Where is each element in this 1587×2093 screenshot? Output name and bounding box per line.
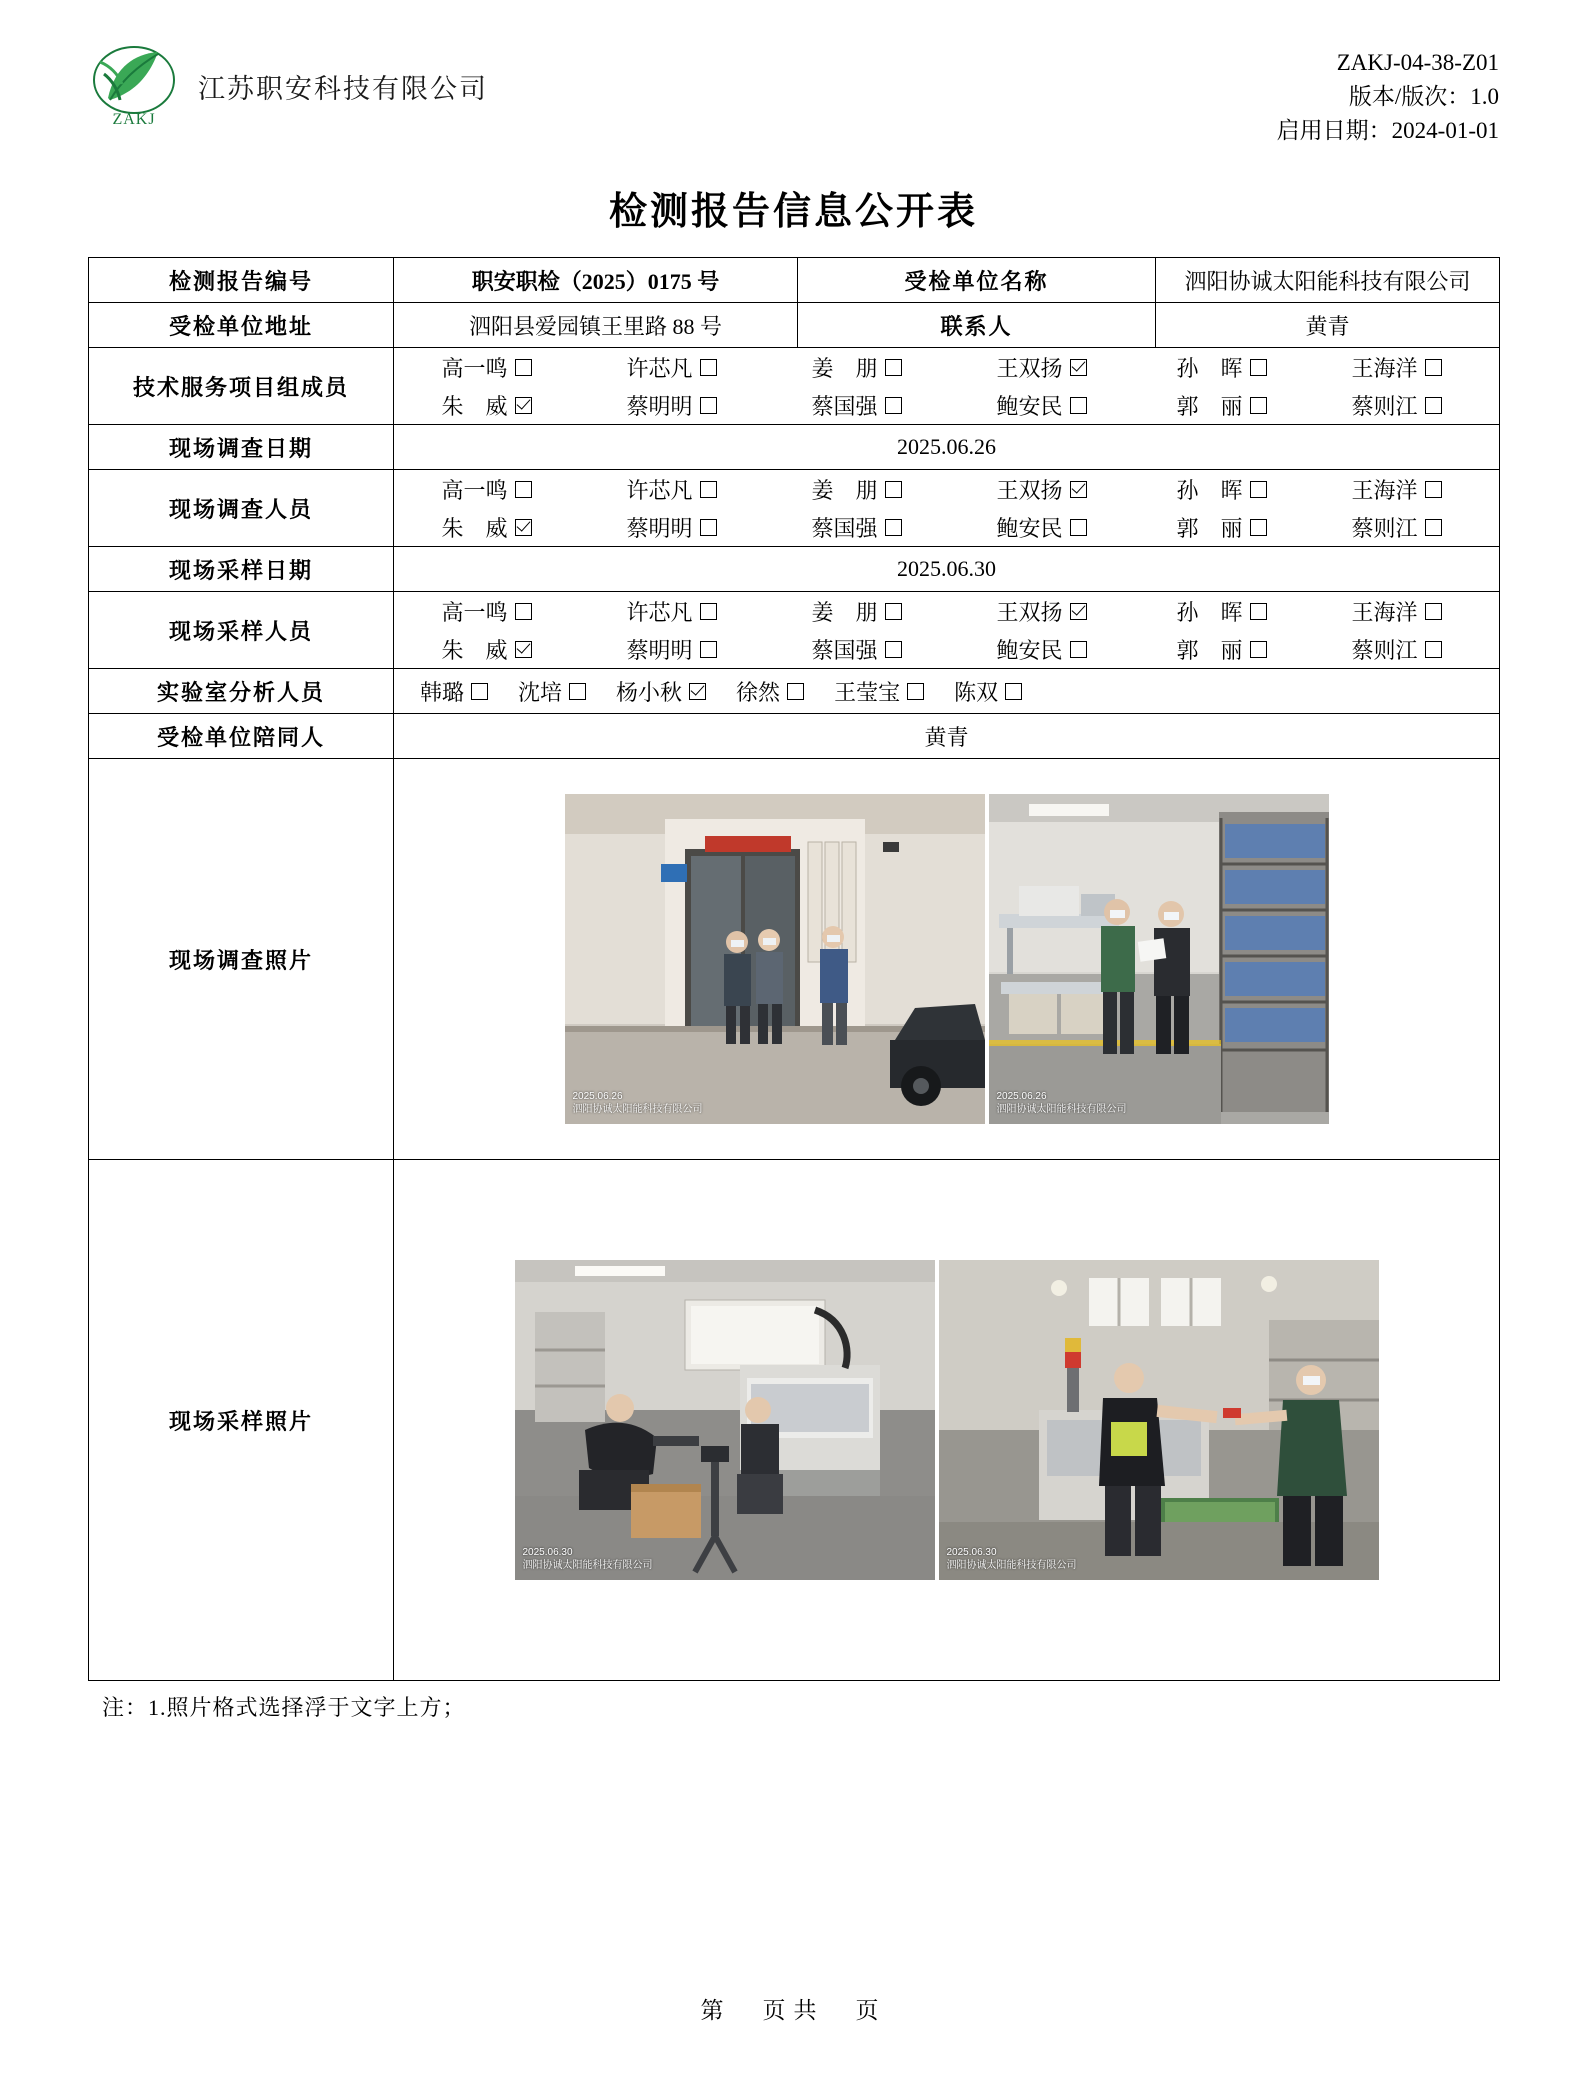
member-name: 蔡国强 bbox=[811, 515, 878, 541]
member-checkbox-item[interactable] bbox=[1134, 352, 1309, 383]
lab-analyst-item[interactable] bbox=[420, 676, 488, 707]
survey-date-value: 2025.06.26 bbox=[394, 425, 1500, 470]
contact-value: 黄青 bbox=[1156, 303, 1500, 348]
logo-text: ZAKJ bbox=[112, 111, 156, 128]
member-row bbox=[394, 470, 1499, 508]
member-checkbox-item[interactable] bbox=[949, 596, 1134, 627]
member-checkbox-item[interactable] bbox=[949, 634, 1134, 665]
table-row bbox=[89, 258, 1500, 303]
member-checkbox-item[interactable] bbox=[394, 512, 579, 543]
member-checkbox-item[interactable] bbox=[579, 512, 764, 543]
lab-analyst-checklist[interactable] bbox=[394, 670, 1499, 712]
photo-stamp: 2025.06.26 泗阳协诚太阳能科技有限公司 bbox=[996, 1091, 1127, 1115]
member-checkbox-item[interactable] bbox=[1309, 596, 1484, 627]
member-name: 姜 朋 bbox=[811, 599, 878, 625]
lab-analyst-name: 杨小秋 bbox=[616, 679, 683, 705]
member-name: 鲍安民 bbox=[996, 515, 1063, 541]
checkbox-icon[interactable] bbox=[1425, 519, 1442, 536]
member-row bbox=[394, 592, 1499, 630]
checkbox-icon[interactable] bbox=[700, 641, 717, 658]
member-checkbox-item[interactable] bbox=[394, 390, 579, 421]
checkbox-icon[interactable] bbox=[885, 519, 902, 536]
member-checkbox-item[interactable] bbox=[579, 352, 764, 383]
lab-analyst-item[interactable] bbox=[616, 676, 706, 707]
contact-label: 联系人 bbox=[798, 303, 1156, 348]
sampling-date-label: 现场采样日期 bbox=[89, 547, 394, 592]
checkbox-icon[interactable] bbox=[787, 683, 804, 700]
page-footer: 第 页共 页 bbox=[700, 1998, 887, 2023]
member-name: 王海洋 bbox=[1351, 477, 1418, 503]
member-name: 蔡国强 bbox=[811, 637, 878, 663]
lab-analyst-item[interactable] bbox=[518, 676, 586, 707]
checkbox-icon[interactable] bbox=[907, 683, 924, 700]
lab-analyst-name: 徐然 bbox=[736, 679, 781, 705]
checkbox-icon[interactable] bbox=[1250, 519, 1267, 536]
address-label: 受检单位地址 bbox=[89, 303, 394, 348]
member-name: 蔡国强 bbox=[811, 393, 878, 419]
member-checkbox-item[interactable] bbox=[949, 512, 1134, 543]
member-name: 王海洋 bbox=[1351, 599, 1418, 625]
checkbox-icon[interactable] bbox=[700, 359, 717, 376]
member-name: 王双扬 bbox=[996, 477, 1063, 503]
lab-analyst-item[interactable] bbox=[954, 676, 1022, 707]
table-row bbox=[89, 1160, 1500, 1681]
company-name: 江苏职安科技有限公司 bbox=[198, 73, 488, 104]
member-checkbox-item[interactable] bbox=[1309, 634, 1484, 665]
checkbox-icon[interactable] bbox=[1070, 519, 1087, 536]
report-info-table bbox=[88, 257, 1500, 1681]
checkbox-icon[interactable] bbox=[515, 359, 532, 376]
checkbox-checked-icon[interactable] bbox=[515, 641, 532, 658]
checkbox-icon[interactable] bbox=[885, 481, 902, 498]
sampling-photo-label: 现场采样照片 bbox=[89, 1160, 394, 1681]
checkbox-icon[interactable] bbox=[700, 519, 717, 536]
lab-analyst-cell bbox=[394, 669, 1500, 714]
photo-stamp: 2025.06.26 泗阳协诚太阳能科技有限公司 bbox=[572, 1091, 703, 1115]
member-checkbox-item[interactable] bbox=[394, 474, 579, 505]
table-row bbox=[89, 348, 1500, 425]
survey-photo-1 bbox=[565, 794, 985, 1124]
member-checkbox-item[interactable] bbox=[1134, 634, 1309, 665]
member-checkbox-item[interactable] bbox=[1309, 512, 1484, 543]
member-checkbox-item[interactable] bbox=[394, 634, 579, 665]
team-member-checklist[interactable] bbox=[394, 348, 1500, 425]
member-name: 王双扬 bbox=[996, 599, 1063, 625]
member-checkbox-item[interactable] bbox=[1309, 352, 1484, 383]
member-row bbox=[394, 630, 1499, 668]
checkbox-icon[interactable] bbox=[700, 397, 717, 414]
checkbox-icon[interactable] bbox=[885, 603, 902, 620]
survey-person-checklist[interactable] bbox=[394, 470, 1500, 547]
member-checkbox-item[interactable] bbox=[579, 474, 764, 505]
checkbox-icon[interactable] bbox=[1250, 641, 1267, 658]
table-row bbox=[89, 303, 1500, 348]
table-row bbox=[89, 759, 1500, 1160]
checkbox-checked-icon[interactable] bbox=[689, 683, 706, 700]
checkbox-icon[interactable] bbox=[700, 603, 717, 620]
member-name: 孙 晖 bbox=[1176, 477, 1243, 503]
member-name: 许芯凡 bbox=[626, 599, 693, 625]
report-no-value: 职安职检（2025）0175 号 bbox=[394, 258, 798, 303]
member-name: 姜 朋 bbox=[811, 477, 878, 503]
survey-photo-2 bbox=[989, 794, 1329, 1124]
checkbox-icon[interactable] bbox=[1070, 641, 1087, 658]
member-name: 蔡明明 bbox=[626, 515, 693, 541]
checkbox-icon[interactable] bbox=[885, 359, 902, 376]
member-checkbox-item[interactable] bbox=[1309, 390, 1484, 421]
client-value: 泗阳协诚太阳能科技有限公司 bbox=[1156, 258, 1500, 303]
member-checkbox-item[interactable] bbox=[1134, 390, 1309, 421]
member-name: 蔡明明 bbox=[626, 393, 693, 419]
member-name: 蔡则江 bbox=[1351, 637, 1418, 663]
member-name: 高一鸣 bbox=[441, 355, 508, 381]
checkbox-icon[interactable] bbox=[1425, 397, 1442, 414]
sampling-person-checklist[interactable] bbox=[394, 592, 1500, 669]
survey-photo-cell bbox=[394, 759, 1500, 1160]
notes-text: 注：1.照片格式选择浮于文字上方； bbox=[102, 1695, 466, 1720]
member-checkbox-item[interactable] bbox=[1134, 512, 1309, 543]
checkbox-checked-icon[interactable] bbox=[1070, 603, 1087, 620]
member-name: 郭 丽 bbox=[1176, 515, 1243, 541]
member-name: 高一鸣 bbox=[441, 599, 508, 625]
member-checkbox-item[interactable] bbox=[764, 634, 949, 665]
member-checkbox-item[interactable] bbox=[579, 634, 764, 665]
table-row bbox=[89, 470, 1500, 547]
member-checkbox-item[interactable] bbox=[394, 352, 579, 383]
lab-analyst-item[interactable] bbox=[834, 676, 924, 707]
table-row bbox=[89, 714, 1500, 759]
member-checkbox-item[interactable] bbox=[579, 596, 764, 627]
checkbox-icon[interactable] bbox=[471, 683, 488, 700]
member-name: 高一鸣 bbox=[441, 477, 508, 503]
member-name: 朱 威 bbox=[441, 637, 508, 663]
member-name: 朱 威 bbox=[441, 515, 508, 541]
member-name: 蔡则江 bbox=[1351, 515, 1418, 541]
checkbox-icon[interactable] bbox=[515, 603, 532, 620]
escort-label: 受检单位陪同人 bbox=[89, 714, 394, 759]
survey-person-label: 现场调查人员 bbox=[89, 470, 394, 547]
member-name: 孙 晖 bbox=[1176, 355, 1243, 381]
member-row bbox=[394, 348, 1499, 386]
checkbox-icon[interactable] bbox=[885, 641, 902, 658]
member-checkbox-item[interactable] bbox=[764, 474, 949, 505]
photo-stamp: 2025.06.30 泗阳协诚太阳能科技有限公司 bbox=[522, 1547, 653, 1571]
member-checkbox-item[interactable] bbox=[764, 390, 949, 421]
member-name: 朱 威 bbox=[441, 393, 508, 419]
document-effective-date: 启用日期：2024-01-01 bbox=[1276, 118, 1499, 143]
member-name: 郭 丽 bbox=[1176, 393, 1243, 419]
member-name: 王海洋 bbox=[1351, 355, 1418, 381]
sampling-photo-cell bbox=[394, 1160, 1500, 1681]
document-version: 版本/版次：1.0 bbox=[1348, 84, 1499, 109]
checkbox-icon[interactable] bbox=[1250, 359, 1267, 376]
sampling-photo-2 bbox=[939, 1260, 1379, 1580]
member-checkbox-item[interactable] bbox=[579, 390, 764, 421]
checkbox-checked-icon[interactable] bbox=[1070, 359, 1087, 376]
document-header bbox=[88, 40, 1499, 148]
checkbox-checked-icon[interactable] bbox=[515, 519, 532, 536]
table-row bbox=[89, 669, 1500, 714]
header-left bbox=[88, 40, 488, 132]
lab-analyst-item[interactable] bbox=[736, 676, 804, 707]
checkbox-icon[interactable] bbox=[1250, 481, 1267, 498]
checkbox-icon[interactable] bbox=[700, 481, 717, 498]
sampling-photo-group bbox=[394, 1260, 1499, 1580]
company-logo-icon bbox=[88, 40, 180, 132]
report-no-label: 检测报告编号 bbox=[89, 258, 394, 303]
member-checkbox-item[interactable] bbox=[764, 512, 949, 543]
member-row bbox=[394, 508, 1499, 546]
member-checkbox-item[interactable] bbox=[1309, 474, 1484, 505]
table-row bbox=[89, 592, 1500, 669]
member-name: 蔡则江 bbox=[1351, 393, 1418, 419]
lab-analyst-name: 沈培 bbox=[518, 679, 563, 705]
survey-photo-label: 现场调查照片 bbox=[89, 759, 394, 1160]
checkbox-icon[interactable] bbox=[1425, 481, 1442, 498]
checkbox-icon[interactable] bbox=[1250, 603, 1267, 620]
checkbox-checked-icon[interactable] bbox=[1070, 481, 1087, 498]
address-value: 泗阳县爱园镇王里路 88 号 bbox=[394, 303, 798, 348]
lab-analyst-name: 韩璐 bbox=[420, 679, 465, 705]
page-title: 检测报告信息公开表 bbox=[608, 191, 978, 233]
member-checkbox-item[interactable] bbox=[949, 352, 1134, 383]
checkbox-icon[interactable] bbox=[1005, 683, 1022, 700]
member-name: 郭 丽 bbox=[1176, 637, 1243, 663]
checkbox-icon[interactable] bbox=[1425, 641, 1442, 658]
sampling-photo-1 bbox=[515, 1260, 935, 1580]
sampling-date-value: 2025.06.30 bbox=[394, 547, 1500, 592]
member-name: 许芯凡 bbox=[626, 477, 693, 503]
member-checkbox-item[interactable] bbox=[764, 596, 949, 627]
lab-label: 实验室分析人员 bbox=[89, 669, 394, 714]
checkbox-icon[interactable] bbox=[1425, 603, 1442, 620]
member-name: 鲍安民 bbox=[996, 393, 1063, 419]
member-checkbox-item[interactable] bbox=[1134, 596, 1309, 627]
table-row bbox=[89, 425, 1500, 470]
member-checkbox-item[interactable] bbox=[394, 596, 579, 627]
member-name: 鲍安民 bbox=[996, 637, 1063, 663]
sampling-person-label: 现场采样人员 bbox=[89, 592, 394, 669]
survey-date-label: 现场调查日期 bbox=[89, 425, 394, 470]
document-number: ZAKJ-04-38-Z01 bbox=[1336, 50, 1499, 75]
table-row bbox=[89, 547, 1500, 592]
member-checkbox-item[interactable] bbox=[949, 390, 1134, 421]
client-label: 受检单位名称 bbox=[798, 258, 1156, 303]
checkbox-icon[interactable] bbox=[515, 481, 532, 498]
checkbox-icon[interactable] bbox=[1070, 397, 1087, 414]
member-checkbox-item[interactable] bbox=[949, 474, 1134, 505]
checkbox-checked-icon[interactable] bbox=[515, 397, 532, 414]
photo-stamp: 2025.06.30 泗阳协诚太阳能科技有限公司 bbox=[946, 1547, 1077, 1571]
member-name: 王双扬 bbox=[996, 355, 1063, 381]
escort-value: 黄青 bbox=[394, 714, 1500, 759]
member-name: 孙 晖 bbox=[1176, 599, 1243, 625]
survey-photo-group bbox=[394, 794, 1499, 1124]
team-label: 技术服务项目组成员 bbox=[89, 348, 394, 425]
header-right bbox=[1277, 40, 1499, 148]
member-name: 蔡明明 bbox=[626, 637, 693, 663]
checkbox-icon[interactable] bbox=[1425, 359, 1442, 376]
checkbox-icon[interactable] bbox=[1250, 397, 1267, 414]
member-name: 许芯凡 bbox=[626, 355, 693, 381]
member-checkbox-item[interactable] bbox=[1134, 474, 1309, 505]
member-row bbox=[394, 386, 1499, 424]
member-name: 姜 朋 bbox=[811, 355, 878, 381]
lab-analyst-name: 王莹宝 bbox=[834, 679, 901, 705]
member-checkbox-item[interactable] bbox=[764, 352, 949, 383]
checkbox-icon[interactable] bbox=[885, 397, 902, 414]
lab-analyst-name: 陈双 bbox=[954, 679, 999, 705]
checkbox-icon[interactable] bbox=[569, 683, 586, 700]
